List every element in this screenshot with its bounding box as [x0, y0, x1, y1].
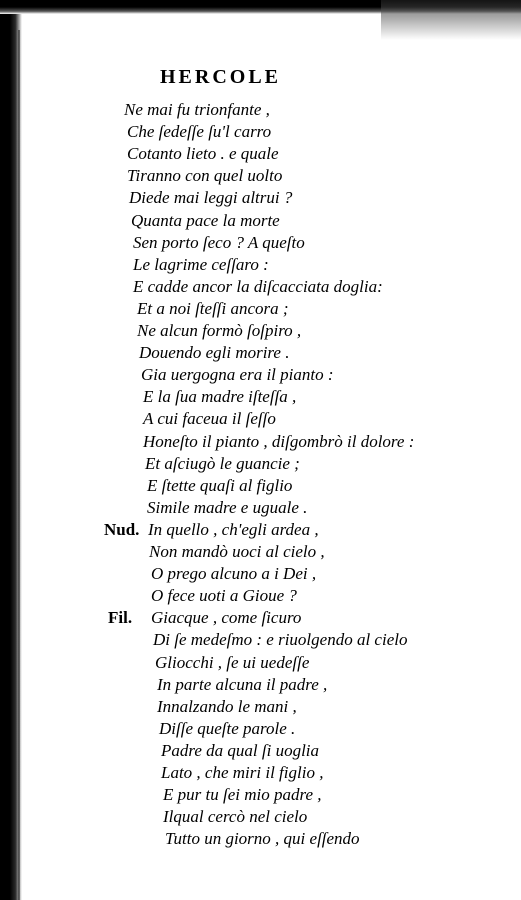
speaker-label: Nud.	[104, 520, 140, 539]
verse-line: Non mandò uoci al cielo ,	[149, 542, 325, 561]
verse-line: Sen porto ſeco ? A queſto	[133, 233, 305, 252]
verse-line: Lato , che miri il figlio ,	[161, 763, 324, 782]
verse-line: E ſtette quaſi al figlio	[147, 476, 293, 495]
verse-line: E la ſua madre iſteſſa ,	[143, 387, 297, 406]
verse-line: Quanta pace la morte	[131, 211, 280, 230]
verse-line: Di ſe medeſmo : e riuolgendo al cielo	[153, 630, 408, 649]
verse-line: Honeſto il pianto , diſgombrò il dolore :	[143, 432, 415, 451]
speaker-label: Fil.	[108, 608, 133, 627]
verse-line: Ne alcun formò ſoſpiro ,	[137, 321, 302, 340]
verse-line: Diede mai leggi altrui ?	[129, 188, 293, 207]
verse-line: O prego alcuno a i Dei ,	[151, 564, 317, 583]
verse-line: Giacque , come ſicuro	[151, 608, 302, 627]
running-head: HERCOLE	[160, 66, 282, 88]
verse-line: Et aſciugò le guancie ;	[145, 454, 300, 473]
verse-line: Et a noi ſteſſi ancora ;	[137, 299, 289, 318]
verse-line: E cadde ancor la diſcacciata doglia:	[133, 277, 383, 296]
verse-line: Padre da qual ſi uoglia	[161, 741, 320, 760]
verse-line: O fece uoti a Gioue ?	[151, 586, 297, 605]
verse-line: Douendo egli morire .	[139, 343, 290, 362]
verse-line: Ilqual cercò nel cielo	[163, 807, 308, 826]
verse-line: Ne mai fu trionfante ,	[124, 100, 270, 119]
verse-line: Innalzando le mani ,	[157, 697, 297, 716]
verse-line: E pur tu ſei mio padre ,	[163, 785, 322, 804]
verse-line: Tiranno con quel uolto	[127, 166, 283, 185]
verse-line: Le lagrime ceſſaro :	[133, 255, 269, 274]
verse-line: Simile madre e uguale .	[147, 498, 308, 517]
verse-line: Gliocchi , ſe ui uedeſſe	[155, 653, 310, 672]
verse-line: Cotanto lieto . e quale	[127, 144, 279, 163]
verse-line: Diſſe queſte parole .	[159, 719, 296, 738]
verse-line: Gia uergogna era il pianto :	[141, 365, 334, 384]
verse-line: Che ſedeſſe ſu'l carro	[127, 122, 272, 141]
verse-line: Tutto un giorno , qui eſſendo	[165, 829, 360, 848]
verse-line: In parte alcuna il padre ,	[157, 675, 328, 694]
page-top-shadow	[381, 0, 521, 40]
verse-line: A cui faceua il ſeſſo	[143, 409, 276, 428]
page-curl-edge	[18, 30, 38, 900]
verse-line: In quello , ch'egli ardea ,	[148, 520, 319, 539]
